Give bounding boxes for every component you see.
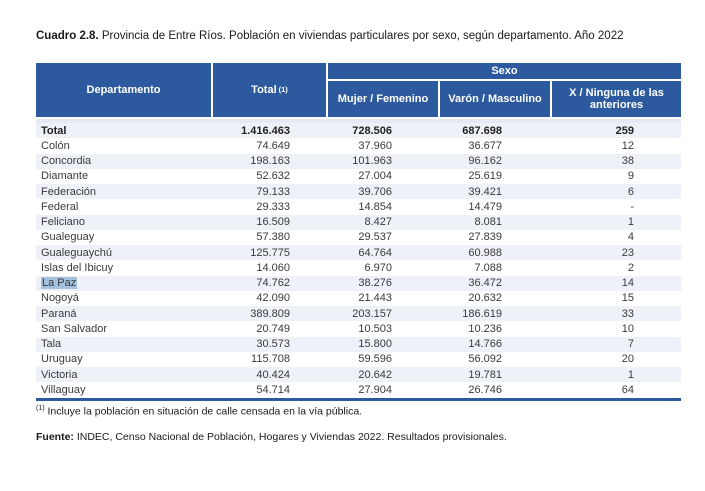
header-total: Total (1): [213, 63, 326, 117]
cell-male: 60.988: [468, 246, 502, 259]
table-bottom-rule: [36, 398, 681, 401]
cell-male: 56.092: [468, 353, 502, 366]
cell-male: 26.746: [468, 383, 502, 396]
population-table: [36, 63, 681, 401]
table-title-text: Provincia de Entre Ríos. Población en viviendas particulares por sexo, según departamento. Año 2022: [98, 30, 624, 42]
cell-department: Colón: [41, 139, 70, 152]
cell-total: 1.416.463: [241, 124, 290, 137]
cell-female: 15.800: [358, 338, 392, 351]
cell-department: Feliciano: [41, 216, 86, 229]
selected-text[interactable]: La Paz: [42, 277, 77, 290]
cell-female: 14.854: [358, 200, 392, 213]
cell-department: Paraná: [41, 307, 77, 320]
cell-female: 29.537: [358, 231, 392, 244]
cell-department: Victoria: [41, 368, 78, 381]
cell-department: Gualeguaychú: [41, 246, 112, 259]
cell-department: San Salvador: [41, 322, 108, 335]
header-male: Varón / Masculino: [440, 81, 550, 117]
cell-male: 96.162: [468, 155, 502, 168]
cell-x-none: 10: [621, 322, 634, 335]
cell-total: 14.060: [256, 261, 290, 274]
header-sexo: Sexo: [328, 63, 681, 79]
cell-department: Gualeguay: [41, 231, 95, 244]
cell-total: 16.509: [256, 216, 290, 229]
cell-female: 8.427: [364, 216, 392, 229]
cell-total: 115.708: [251, 353, 290, 366]
footnote-1: $^{(1)}$ Incluye la población en situación de calle censada en la vía pública.: [36, 405, 363, 418]
cell-female: 6.970: [364, 261, 392, 274]
cell-male: 36.677: [468, 139, 502, 152]
cell-x-none: 20: [621, 353, 634, 366]
table-number: Cuadro 2.8.: [36, 30, 99, 42]
cell-male: 186.619: [462, 307, 502, 320]
table-row: [36, 276, 681, 291]
cell-total: 52.632: [256, 170, 290, 183]
table-row: [36, 245, 681, 260]
cell-female: 21.443: [358, 292, 392, 305]
cell-x-none: 1: [627, 368, 634, 381]
cell-female: 39.706: [358, 185, 392, 198]
cell-male: 25.619: [468, 170, 502, 183]
table-row: [36, 306, 681, 321]
table-row: [36, 123, 681, 138]
cell-male: 19.781: [468, 368, 502, 381]
table-row: [36, 154, 681, 169]
cell-total: 30.573: [256, 338, 290, 351]
cell-total: 79.133: [256, 185, 290, 198]
cell-department: Concordia: [41, 155, 92, 168]
cell-male: 39.421: [468, 185, 502, 198]
cell-total: 54.714: [256, 383, 290, 396]
cell-total: 57.380: [256, 231, 290, 244]
cell-x-none: 15: [621, 292, 634, 305]
source-note: Fuente: INDEC, Censo Nacional de Población, Hogares y Viviendas 2022. Resultados provisionales.: [36, 431, 507, 443]
cell-x-none: 1: [627, 216, 634, 229]
cell-x-none: 14: [621, 277, 634, 290]
cell-department: Federación: [41, 185, 97, 198]
cell-department: Total: [41, 124, 67, 137]
cell-female: 64.764: [358, 246, 392, 259]
table-row: [36, 184, 681, 199]
cell-total: 40.424: [256, 368, 290, 381]
page-title: [36, 30, 624, 42]
table-row: [36, 230, 681, 245]
cell-female: 27.004: [358, 170, 392, 183]
cell-x-none: 12: [621, 139, 634, 152]
cell-x-none: 6: [627, 185, 634, 198]
cell-male: 687.698: [462, 124, 502, 137]
cell-department: Islas del Ibicuy: [41, 261, 114, 274]
footnote-1-ref: (1): [36, 405, 45, 412]
cell-x-none: 23: [621, 246, 634, 259]
cell-male: 7.088: [474, 261, 502, 274]
cell-male: 27.839: [468, 231, 502, 244]
table-row: [36, 215, 681, 230]
cell-male: 20.632: [468, 292, 502, 305]
cell-x-none: 9: [627, 170, 634, 183]
cell-x-none: 259: [615, 124, 634, 137]
cell-department: Tala: [41, 338, 62, 351]
cell-female: 10.503: [358, 322, 392, 335]
header-department: Departamento: [36, 63, 211, 117]
table-row: [36, 291, 681, 306]
cell-x-none: -: [630, 200, 634, 213]
cell-total: 29.333: [256, 200, 290, 213]
cell-female: 728.506: [352, 124, 392, 137]
cell-total: 20.749: [256, 322, 290, 335]
table-row: [36, 138, 681, 153]
cell-male: 8.081: [474, 216, 502, 229]
cell-department: [36, 277, 211, 289]
cell-total: 74.649: [256, 139, 290, 152]
cell-total: 389.809: [250, 307, 290, 320]
cell-x-none: 33: [621, 307, 634, 320]
cell-x-none: 4: [627, 231, 634, 244]
table-row: [36, 352, 681, 367]
cell-department: Nogoyá: [41, 292, 79, 305]
cell-x-none: 2: [627, 261, 634, 274]
cell-female: 38.276: [358, 277, 392, 290]
cell-department: Uruguay: [41, 353, 83, 366]
cell-male: 14.766: [468, 338, 502, 351]
table-row: [36, 337, 681, 352]
cell-department: Diamante: [41, 170, 89, 183]
cell-total: 198.163: [250, 155, 290, 168]
cell-female: 59.596: [358, 353, 392, 366]
cell-x-none: 38: [621, 155, 634, 168]
cell-department: Villaguay: [41, 383, 86, 396]
table-body: [36, 123, 681, 398]
table-header: [36, 63, 681, 117]
cell-female: 101.963: [352, 155, 392, 168]
header-x-none: X / Ninguna de las anteriores: [552, 81, 681, 117]
footnote-reference: (1): [278, 84, 288, 94]
table-row: [36, 382, 681, 397]
cell-female: 27.904: [358, 383, 392, 396]
cell-department: Federal: [41, 200, 79, 213]
source-label: Fuente:: [36, 431, 74, 443]
header-female: Mujer / Femenino: [328, 81, 438, 117]
table-row: [36, 260, 681, 275]
cell-total: 74.762: [256, 277, 290, 290]
cell-male: 14.479: [468, 200, 502, 213]
table-row: [36, 169, 681, 184]
table-row: [36, 367, 681, 382]
cell-male: 10.236: [468, 322, 502, 335]
cell-male: 36.472: [468, 277, 502, 290]
cell-total: 42.090: [256, 292, 290, 305]
table-row: [36, 199, 681, 214]
cell-x-none: 7: [627, 338, 634, 351]
cell-female: 203.157: [352, 307, 392, 320]
cell-x-none: 64: [621, 383, 634, 396]
table-row: [36, 321, 681, 336]
cell-female: 37.960: [358, 139, 392, 152]
cell-total: 125.775: [250, 246, 290, 259]
cell-female: 20.642: [358, 368, 392, 381]
